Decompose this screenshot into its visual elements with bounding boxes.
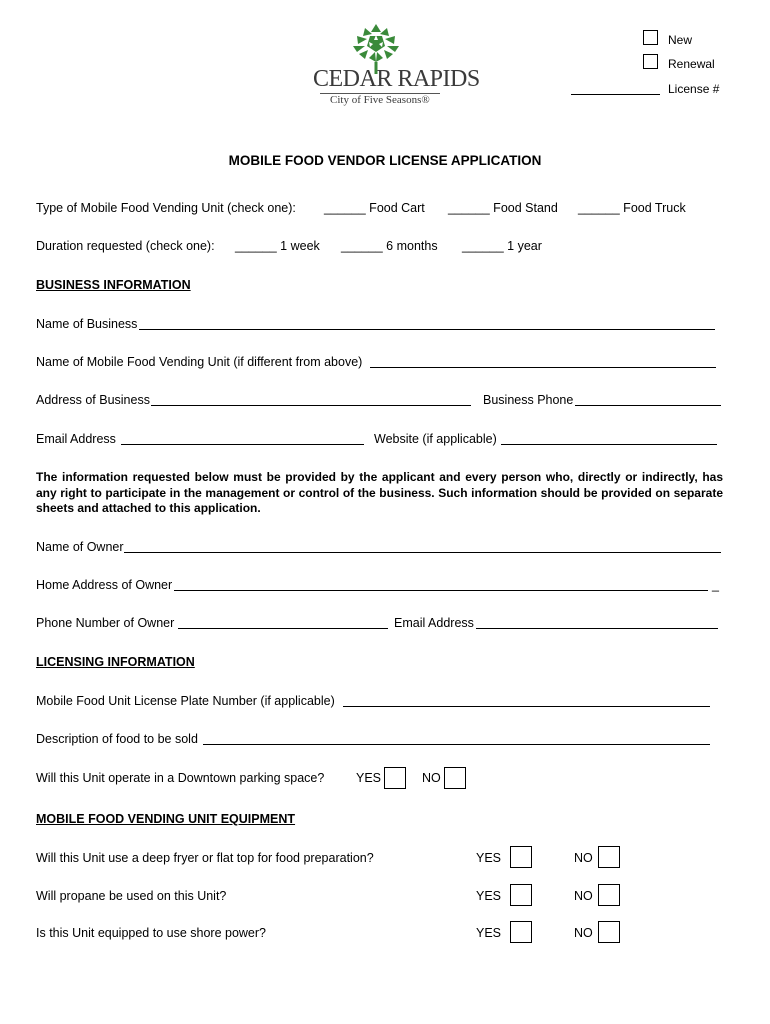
email-label: Email Address: [36, 432, 116, 446]
fryer-no-label: NO: [574, 851, 593, 865]
fryer-yes-label: YES: [476, 851, 502, 865]
logo-tagline: City of Five Seasons®: [330, 94, 430, 106]
one-year-option[interactable]: ______ 1 year: [462, 239, 542, 253]
license-number-field[interactable]: [571, 94, 660, 95]
email-field[interactable]: [121, 444, 364, 445]
owner-home-address-field[interactable]: [174, 590, 708, 591]
owner-home-address-trailing: _: [712, 578, 719, 592]
licensing-info-heading: LICENSING INFORMATION: [36, 655, 195, 669]
business-address-label: Address of Business: [36, 393, 150, 407]
shore-power-yes-label: YES: [476, 926, 502, 940]
page-title: MOBILE FOOD VENDOR LICENSE APPLICATION: [228, 153, 542, 168]
propane-yes-label: YES: [476, 889, 502, 903]
fryer-yes-checkbox[interactable]: [510, 846, 532, 868]
license-plate-field[interactable]: [343, 706, 710, 707]
license-number-label: License #: [668, 82, 720, 96]
six-months-option[interactable]: ______ 6 months: [341, 239, 438, 253]
food-description-field[interactable]: [203, 744, 710, 745]
downtown-no-checkbox[interactable]: [444, 767, 466, 789]
owner-phone-field[interactable]: [178, 628, 388, 629]
downtown-yes-label: YES: [356, 771, 382, 785]
food-cart-option[interactable]: ______ Food Cart: [324, 201, 425, 215]
business-phone-label: Business Phone: [483, 393, 574, 407]
shore-power-question: Is this Unit equipped to use shore power?: [36, 926, 266, 940]
owner-home-address-label: Home Address of Owner: [36, 578, 173, 592]
business-name-label: Name of Business: [36, 317, 138, 331]
downtown-question: Will this Unit operate in a Downtown parking space?: [36, 771, 325, 785]
downtown-yes-checkbox[interactable]: [384, 767, 406, 789]
shore-power-yes-checkbox[interactable]: [510, 921, 532, 943]
business-phone-field[interactable]: [575, 405, 721, 406]
new-label: New: [668, 33, 693, 47]
unit-name-field[interactable]: [370, 367, 716, 368]
owner-phone-label: Phone Number of Owner: [36, 616, 175, 630]
propane-no-label: NO: [574, 889, 593, 903]
food-description-label: Description of food to be sold: [36, 732, 198, 746]
one-week-option[interactable]: ______ 1 week: [235, 239, 320, 253]
owner-email-label: Email Address: [394, 616, 474, 630]
shore-power-no-checkbox[interactable]: [598, 921, 620, 943]
business-info-heading: BUSINESS INFORMATION: [36, 278, 191, 292]
new-checkbox[interactable]: [643, 30, 658, 45]
owner-email-field[interactable]: [476, 628, 718, 629]
propane-question: Will propane be used on this Unit?: [36, 889, 227, 903]
unit-type-label: Type of Mobile Food Vending Unit (check one):: [36, 201, 296, 215]
food-truck-option[interactable]: ______ Food Truck: [578, 201, 686, 215]
shore-power-no-label: NO: [574, 926, 593, 940]
owner-name-field[interactable]: [124, 552, 721, 553]
food-stand-option[interactable]: ______ Food Stand: [448, 201, 558, 215]
logo-name: CEDAR RAPIDS: [313, 66, 480, 92]
renewal-checkbox[interactable]: [643, 54, 658, 69]
equipment-heading: MOBILE FOOD VENDING UNIT EQUIPMENT: [36, 812, 296, 826]
unit-name-label: Name of Mobile Food Vending Unit (if different from above): [36, 355, 363, 369]
business-address-field[interactable]: [151, 405, 471, 406]
business-name-field[interactable]: [139, 329, 715, 330]
renewal-label: Renewal: [668, 57, 715, 71]
owner-name-label: Name of Owner: [36, 540, 124, 554]
propane-no-checkbox[interactable]: [598, 884, 620, 906]
website-field[interactable]: [501, 444, 717, 445]
website-label: Website (if applicable): [374, 432, 497, 446]
fryer-question: Will this Unit use a deep fryer or flat top for food preparation?: [36, 851, 374, 865]
duration-label: Duration requested (check one):: [36, 239, 215, 253]
license-plate-label: Mobile Food Unit License Plate Number (if applicable): [36, 694, 335, 708]
owner-info-notice: The information requested below must be provided by the applicant and every person who, directly or indirectly, has any right to participate in the management or control of the business. Such information should be provided on separate sheets and attached to this application.: [36, 470, 723, 515]
fryer-no-checkbox[interactable]: [598, 846, 620, 868]
downtown-no-label: NO: [422, 771, 441, 785]
propane-yes-checkbox[interactable]: [510, 884, 532, 906]
